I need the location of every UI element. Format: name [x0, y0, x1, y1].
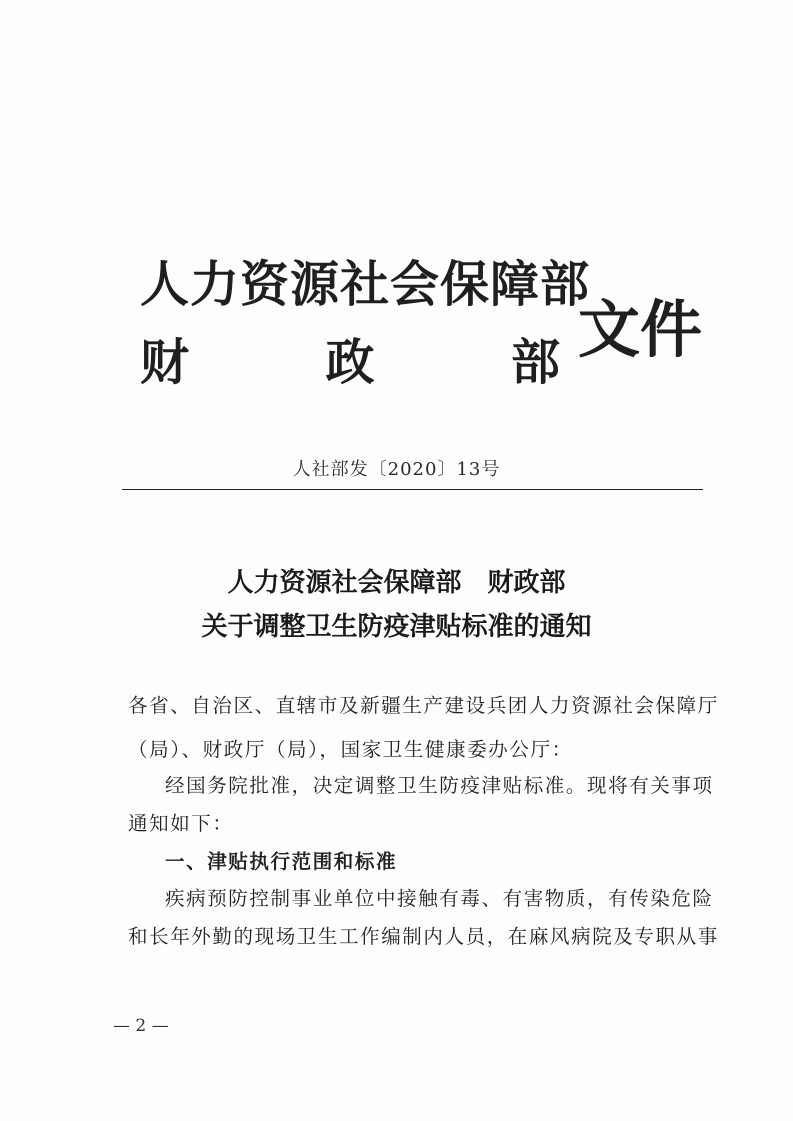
issuer-line-1: 人力资源社会保障部	[140, 256, 591, 313]
issuer-line-2-char: 部	[510, 334, 560, 391]
addressee-line-1: 各省、自治区、直辖市及新疆生产建设兵团人力资源社会保障厅	[128, 694, 719, 717]
section-1-heading: 一、津贴执行范围和标准	[165, 850, 398, 873]
issuer-line-2-char: 财	[140, 334, 190, 391]
paragraph-2-line-1: 疾病预防控制事业单位中接触有毒、有害物质，有传染危险	[165, 887, 714, 910]
issuer-line-2-char: 政	[325, 334, 375, 391]
issuer-line-2	[140, 324, 560, 394]
addressee-line-2: （局）、财政厅（局），国家卫生健康委办公厅：	[128, 738, 573, 761]
document-number: 人社部发〔2020〕13号	[292, 459, 501, 480]
paragraph-2-line-2: 和长年外勤的现场卫生工作编制内人员，在麻风病院及专职从事	[128, 925, 719, 948]
paragraph-1-line-1: 经国务院批准，决定调整卫生防疫津贴标准。现将有关事项	[165, 774, 714, 797]
notice-title-line-1: 人力资源社会保障部 财政部	[227, 568, 566, 598]
page-number: — 2 —	[113, 1016, 169, 1036]
paragraph-1-line-2: 通知如下：	[128, 812, 234, 835]
notice-title-line-2: 关于调整卫生防疫津贴标准的通知	[201, 612, 592, 642]
document-type-suffix: 文件	[578, 293, 703, 366]
header-divider	[122, 489, 703, 490]
